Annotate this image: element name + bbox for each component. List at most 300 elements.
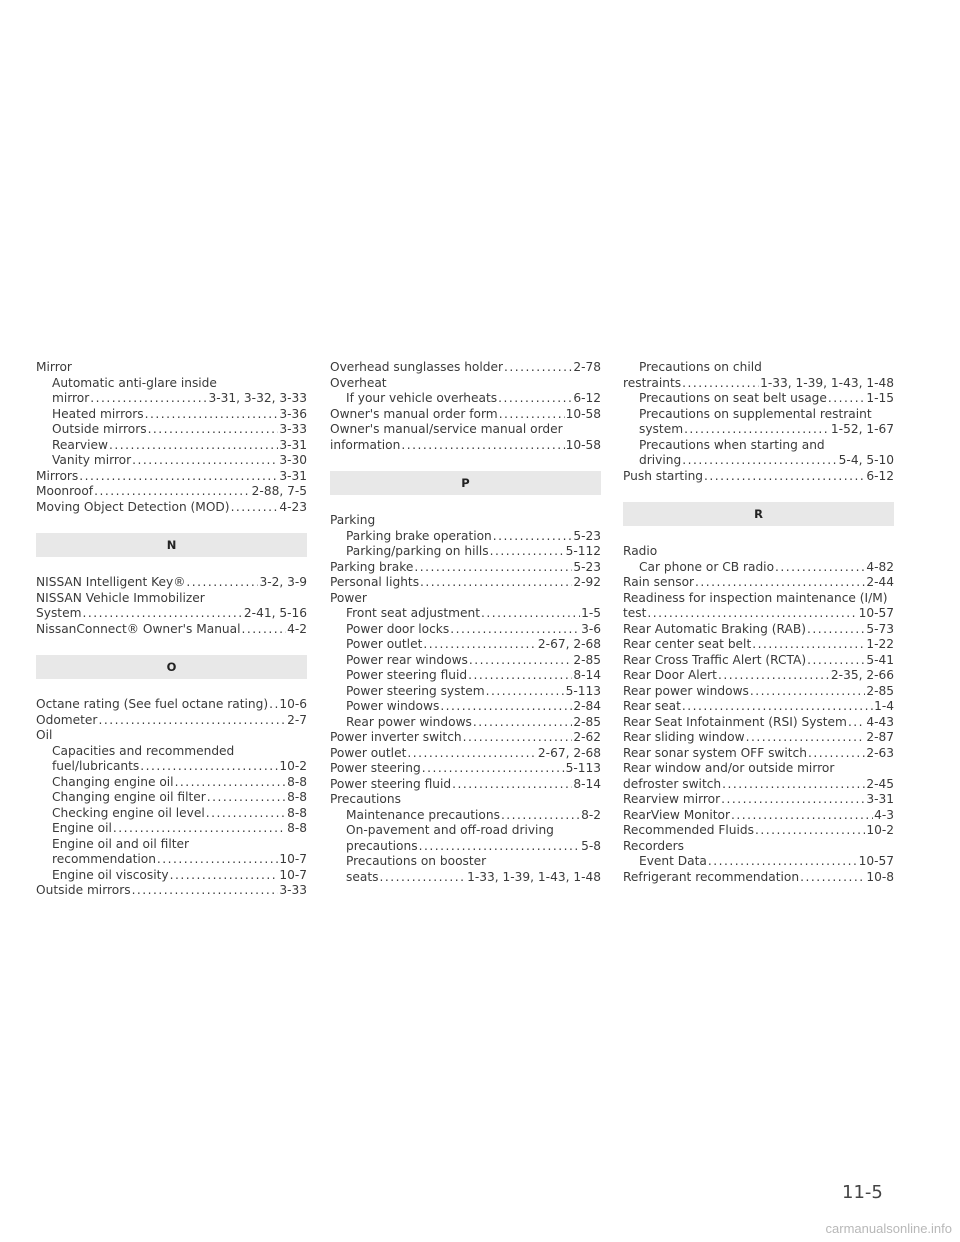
index-entry <box>623 699 894 715</box>
index-entry-text: Front seat adjustment <box>346 606 480 620</box>
index-entry-text: Owner's manual/service manual order <box>330 422 563 436</box>
index-entry-text: Precautions on child <box>639 360 762 374</box>
dot-leader <box>493 529 573 545</box>
index-entry-page: 6-12 <box>573 391 601 405</box>
index-entry-text: Radio <box>623 544 658 558</box>
index-entry <box>330 668 601 684</box>
dot-leader <box>718 668 830 684</box>
index-entry-page: 2-67, 2-68 <box>537 637 601 651</box>
dot-leader <box>231 500 279 516</box>
dot-leader <box>473 715 572 731</box>
dot-leader <box>775 560 865 576</box>
dot-leader <box>148 422 279 438</box>
index-entry <box>330 746 601 762</box>
dot-leader <box>704 469 865 485</box>
index-entry-page: 5-4, 5-10 <box>838 453 894 467</box>
dot-leader <box>490 544 565 560</box>
index-entry <box>36 868 307 884</box>
index-entry-page: 5-112 <box>565 544 601 558</box>
index-entry-text: Push starting <box>623 468 704 483</box>
index-entry <box>36 575 307 591</box>
index-entry <box>36 713 307 729</box>
dot-leader <box>498 391 572 407</box>
index-entry <box>36 775 307 791</box>
index-column-2 <box>330 360 601 885</box>
index-column-3 <box>623 360 894 885</box>
index-entry-page: 2-44 <box>866 575 894 589</box>
dot-leader <box>140 759 278 775</box>
dot-leader <box>848 715 865 731</box>
index-entry-page: 3-31 <box>279 468 307 483</box>
index-entry-text: Power windows <box>346 699 440 713</box>
index-entry-text: Owner's manual order form <box>330 406 498 421</box>
index-entry-page: 1-52, 1-67 <box>830 422 894 436</box>
index-entry-text: recommendation <box>52 852 156 866</box>
index-entry-page: 3-33 <box>279 422 307 436</box>
index-entry-text: Power steering <box>330 761 421 775</box>
index-entry <box>36 469 307 485</box>
dot-leader <box>807 622 865 638</box>
dot-leader <box>379 870 466 886</box>
index-entry <box>330 529 601 545</box>
dot-leader <box>186 575 258 591</box>
dot-leader <box>722 777 865 793</box>
index-entry-page: 5-41 <box>866 652 894 667</box>
index-entry-page: 10-58 <box>565 406 601 421</box>
index-entry <box>623 854 894 870</box>
index-entry-page: 1-4 <box>874 699 894 713</box>
index-entry-text: RearView Monitor <box>623 807 731 822</box>
index-entry-text: On-pavement and off-road driving <box>346 823 554 837</box>
index-entry-text: Engine oil <box>52 821 112 835</box>
dot-leader <box>175 775 287 791</box>
index-entry-text: Engine oil and oil filter <box>52 836 190 851</box>
index-entry-text: restraints <box>623 375 682 390</box>
index-entry-text: Octane rating (See fuel octane rating) <box>36 697 269 711</box>
dot-leader <box>828 391 865 407</box>
index-entry <box>330 761 601 777</box>
section-letter-header: R <box>623 502 894 526</box>
index-entry-page: 2-78 <box>573 360 601 374</box>
index-entry <box>36 376 307 392</box>
index-entry-text: Oil <box>36 728 53 742</box>
index-entry-page: 5-113 <box>565 683 601 698</box>
index-entry-text: Maintenance precautions <box>346 807 500 822</box>
index-entry <box>36 883 307 899</box>
index-entry-text: Rear window and/or outside mirror <box>623 761 835 775</box>
index-entry-text: seats <box>346 869 379 884</box>
index-entry <box>330 513 601 529</box>
index-entry <box>623 746 894 762</box>
index-entry <box>623 792 894 808</box>
index-entry <box>623 761 894 777</box>
dot-leader <box>98 713 286 729</box>
index-entry <box>623 839 894 855</box>
index-entry <box>36 697 307 713</box>
dot-leader <box>752 637 865 653</box>
index-entry-page: 10-6 <box>279 697 307 711</box>
index-entry-text: Rear center seat belt <box>623 637 752 651</box>
dot-leader <box>113 821 286 837</box>
index-entry-text: Engine oil viscosity <box>52 867 169 882</box>
index-entry-text: Recorders <box>623 838 684 853</box>
dot-leader <box>90 391 207 407</box>
dot-leader <box>682 453 837 469</box>
index-entry-text: NissanConnect® Owner's Manual <box>36 621 241 636</box>
index-entry <box>623 360 894 376</box>
dot-leader <box>157 852 278 868</box>
index-entry-text: Power steering system <box>346 683 485 698</box>
index-entry-page: 2-88, 7-5 <box>251 484 307 498</box>
index-entry-page: 5-113 <box>565 761 601 775</box>
index-entry <box>623 453 894 469</box>
index-entry-text: Power steering fluid <box>330 776 452 791</box>
index-entry <box>36 591 307 607</box>
index-entry-text: Mirrors <box>36 468 79 483</box>
index-entry-text: Power door locks <box>346 621 450 636</box>
index-entry <box>330 422 601 438</box>
index-entry <box>330 622 601 638</box>
index-entry-text: Precautions <box>330 792 401 806</box>
dot-leader <box>422 761 565 777</box>
index-entry-text: Heated mirrors <box>52 406 144 421</box>
dot-leader <box>423 637 537 653</box>
index-entry-text: Rearview <box>52 437 108 452</box>
index-entry-text: Precautions on supplemental restraint <box>639 406 872 421</box>
dot-leader <box>684 422 830 438</box>
index-entry-page: 8-14 <box>573 776 601 791</box>
index-entry-page: 3-6 <box>581 621 601 636</box>
index-entry <box>36 438 307 454</box>
index-entry <box>623 730 894 746</box>
index-entry-text: Parking brake <box>330 559 414 574</box>
index-entry-text: Rear sonar system OFF switch <box>623 745 807 760</box>
index-entry-page: 5-73 <box>866 621 894 636</box>
index-entry-text: Outside mirrors <box>36 883 131 897</box>
index-entry <box>330 870 601 886</box>
index-entry-text: precautions <box>346 838 418 853</box>
dot-leader <box>94 484 251 500</box>
index-entry <box>623 668 894 684</box>
dot-leader <box>463 730 573 746</box>
section-letter-header: N <box>36 533 307 557</box>
dot-leader <box>504 360 572 376</box>
index-entry-page: 5-23 <box>573 559 601 574</box>
index-entry-page: 2-85 <box>573 714 601 729</box>
index-entry <box>330 606 601 622</box>
index-entry-page: 6-12 <box>866 468 894 483</box>
index-entry <box>623 591 894 607</box>
index-entry-page: 2-67, 2-68 <box>537 745 601 760</box>
dot-leader <box>414 560 572 576</box>
index-entry-text: Personal lights <box>330 575 420 589</box>
index-entry-page: 2-41, 5-16 <box>243 606 307 620</box>
dot-leader <box>450 622 580 638</box>
index-entry-text: System <box>36 606 82 620</box>
index-entry-page: 4-23 <box>279 499 307 514</box>
index-entry-page: 4-82 <box>866 559 894 574</box>
index-entry-text: Moving Object Detection (MOD) <box>36 499 230 514</box>
index-entry <box>330 391 601 407</box>
index-entry-page: 4-3 <box>874 807 894 822</box>
index-entry-page: 8-8 <box>287 790 307 804</box>
index-entry-text: Power outlet <box>330 745 407 760</box>
index-entry <box>36 744 307 760</box>
index-entry-text: system <box>639 422 684 436</box>
index-entry-page: 4-43 <box>866 714 894 729</box>
dot-leader <box>808 746 865 762</box>
index-entry <box>623 544 894 560</box>
index-entry-text: Precautions on seat belt usage <box>639 391 827 405</box>
index-entry-text: Recommended Fluids <box>623 823 754 837</box>
index-entry <box>330 730 601 746</box>
index-entry-page: 5-23 <box>573 528 601 543</box>
index-entry <box>330 360 601 376</box>
index-entry-page: 8-8 <box>287 805 307 820</box>
dot-leader <box>682 699 873 715</box>
index-entry-text: Overheat <box>330 375 387 390</box>
dot-leader <box>242 622 287 638</box>
index-entry <box>623 684 894 700</box>
index-entry <box>623 391 894 407</box>
dot-leader <box>82 606 242 622</box>
dot-leader <box>170 868 279 884</box>
index-entry <box>623 422 894 438</box>
dot-leader <box>682 376 759 392</box>
dot-leader <box>132 453 278 469</box>
index-entry-text: Rear Seat Infotainment (RSI) System <box>623 714 847 729</box>
dot-leader <box>420 575 572 591</box>
index-entry <box>330 560 601 576</box>
index-entry <box>330 684 601 700</box>
index-entry-page: 3-31 <box>866 792 894 806</box>
index-entry <box>36 606 307 622</box>
index-entry-text: Parking brake operation <box>346 528 492 543</box>
index-entry-page: 2-84 <box>573 699 601 713</box>
dot-leader <box>469 653 572 669</box>
index-entry-text: Power outlet <box>346 637 423 651</box>
index-entry-page: 3-31 <box>279 437 307 452</box>
index-entry-text: defroster switch <box>623 776 722 791</box>
dot-leader <box>207 790 286 806</box>
index-column-1 <box>36 360 307 899</box>
index-entry-text: Readiness for inspection maintenance (I/M) <box>623 590 888 605</box>
index-entry-text: Power inverter switch <box>330 730 462 744</box>
index-entry <box>330 575 601 591</box>
index-entry <box>330 407 601 423</box>
index-entry-text: Precautions on booster <box>346 854 487 868</box>
index-entry-text: NISSAN Intelligent Key® <box>36 575 186 589</box>
dot-leader <box>721 792 865 808</box>
index-entry <box>330 438 601 454</box>
index-entry-page: 1-33, 1-39, 1-43, 1-48 <box>467 869 601 884</box>
index-entry-text: Event Data <box>639 854 707 868</box>
index-entry-text: test <box>623 606 647 620</box>
watermark-text: carmanualsonline.info <box>825 1221 952 1236</box>
index-entry <box>623 637 894 653</box>
index-entry-page: 10-7 <box>279 852 307 866</box>
index-entry-text: information <box>330 437 401 452</box>
index-entry <box>623 438 894 454</box>
index-entry <box>36 391 307 407</box>
index-entry <box>330 808 601 824</box>
index-entry-text: Automatic anti-glare inside <box>52 375 217 390</box>
index-entry <box>330 777 601 793</box>
dot-leader <box>269 697 278 713</box>
index-entry <box>36 407 307 423</box>
index-entry <box>623 808 894 824</box>
page-number: 11-5 <box>842 1182 883 1203</box>
index-entry-page: 10-8 <box>866 869 894 884</box>
index-entry <box>623 622 894 638</box>
dot-leader <box>407 746 537 762</box>
index-entry-page: 5-8 <box>581 838 601 853</box>
index-entry <box>623 606 894 622</box>
index-entry-text: Parking/parking on hills <box>346 544 489 558</box>
index-entry-page: 2-63 <box>866 745 894 760</box>
index-entry-page: 2-92 <box>573 575 601 589</box>
index-entry <box>330 823 601 839</box>
index-entry <box>330 839 601 855</box>
index-entry <box>330 591 601 607</box>
dot-leader <box>206 806 286 822</box>
index-entry <box>36 622 307 638</box>
index-entry <box>36 484 307 500</box>
index-entry <box>623 407 894 423</box>
index-entry-page: 2-85 <box>866 683 894 698</box>
index-entry-text: Mirror <box>36 360 72 374</box>
index-entry-text: Rear power windows <box>346 714 472 729</box>
dot-leader <box>499 407 565 423</box>
index-entry-text: Rearview mirror <box>623 792 721 806</box>
index-entry-page: 1-5 <box>581 606 601 620</box>
dot-leader <box>486 684 565 700</box>
index-entry <box>330 792 601 808</box>
index-entry <box>330 854 601 870</box>
index-entry-page: 3-33 <box>279 883 307 897</box>
index-entry-text: Rear Door Alert <box>623 668 717 682</box>
dot-leader <box>79 469 278 485</box>
index-entry-page: 2-7 <box>287 712 307 727</box>
index-entry-page: 1-33, 1-39, 1-43, 1-48 <box>760 375 894 390</box>
index-entry-page: 8-8 <box>287 821 307 835</box>
index-entry-text: Rear sliding window <box>623 730 745 744</box>
index-entry-text: Capacities and recommended <box>52 743 235 758</box>
dot-leader <box>419 839 581 855</box>
index-entry <box>623 777 894 793</box>
index-entry-text: Odometer <box>36 712 98 727</box>
index-entry <box>36 806 307 822</box>
index-entry-page: 3-30 <box>279 453 307 467</box>
dot-leader <box>440 699 572 715</box>
index-entry <box>36 852 307 868</box>
index-entry <box>623 575 894 591</box>
index-entry-text: Moonroof <box>36 484 94 498</box>
index-entry-page: 2-45 <box>866 776 894 791</box>
index-entry-text: Checking engine oil level <box>52 805 205 820</box>
index-entry-page: 2-85 <box>573 652 601 667</box>
index-entry-text: Precautions when starting and <box>639 437 825 452</box>
index-entry-page: 1-15 <box>866 391 894 405</box>
index-entry-page: 3-36 <box>279 406 307 421</box>
dot-leader <box>109 438 278 454</box>
index-entry-page: 3-31, 3-32, 3-33 <box>208 391 307 405</box>
dot-leader <box>708 854 858 870</box>
index-entry <box>623 823 894 839</box>
index-entry-text: Overhead sunglasses holder <box>330 360 504 374</box>
index-entry <box>36 728 307 744</box>
index-entry <box>330 376 601 392</box>
index-entry <box>623 715 894 731</box>
index-entry <box>36 821 307 837</box>
index-entry-page: 4-2 <box>287 621 307 636</box>
index-entry-page: 1-22 <box>866 637 894 651</box>
dot-leader <box>132 883 279 899</box>
index-entry-text: Car phone or CB radio <box>639 559 775 574</box>
dot-leader <box>145 407 279 423</box>
index-entry <box>36 453 307 469</box>
index-entry <box>36 422 307 438</box>
index-entry-text: driving <box>639 453 682 467</box>
index-entry-page: 10-2 <box>279 759 307 773</box>
index-entry <box>36 500 307 516</box>
section-letter-header: O <box>36 655 307 679</box>
index-entry <box>36 759 307 775</box>
index-entry-text: Rear Cross Traffic Alert (RCTA) <box>623 652 807 667</box>
index-entry-page: 8-2 <box>581 807 601 822</box>
dot-leader <box>800 870 865 886</box>
index-entry-page: 10-7 <box>279 867 307 882</box>
dot-leader <box>746 730 866 746</box>
index-entry-text: Rain sensor <box>623 575 695 589</box>
index-entry-text: Changing engine oil filter <box>52 790 206 804</box>
index-entry-text: Power rear windows <box>346 652 468 667</box>
index-entry <box>623 653 894 669</box>
dot-leader <box>750 684 865 700</box>
dot-leader <box>481 606 580 622</box>
index-entry-page: 10-58 <box>565 437 601 452</box>
index-entry <box>623 469 894 485</box>
dot-leader <box>731 808 873 824</box>
index-entry-page: 3-2, 3-9 <box>259 575 307 589</box>
index-entry-text: Rear power windows <box>623 683 749 698</box>
dot-leader <box>401 438 564 454</box>
index-entry-text: Power steering fluid <box>346 668 468 682</box>
index-entry-text: Parking <box>330 513 376 527</box>
index-entry-page: 8-8 <box>287 774 307 789</box>
index-entry-text: Refrigerant recommendation <box>623 869 800 884</box>
index-entry-page: 2-62 <box>573 730 601 744</box>
index-entry-text: Vanity mirror <box>52 453 132 467</box>
index-entry <box>36 790 307 806</box>
index-entry-page: 2-87 <box>866 730 894 744</box>
index-entry-text: Rear Automatic Braking (RAB) <box>623 621 806 636</box>
index-entry-page: 2-35, 2-66 <box>830 668 894 682</box>
index-entry-text: NISSAN Vehicle Immobilizer <box>36 590 205 605</box>
index-entry <box>36 837 307 853</box>
index-entry <box>623 560 894 576</box>
index-entry-page: 10-57 <box>858 854 894 868</box>
index-entry-page: 10-57 <box>858 606 894 620</box>
index-entry-text: Power <box>330 590 367 605</box>
index-entry-text: Changing engine oil <box>52 774 174 789</box>
index-entry-text: mirror <box>52 391 90 405</box>
index-entry-page: 10-2 <box>866 823 894 837</box>
dot-leader <box>501 808 580 824</box>
dot-leader <box>755 823 865 839</box>
index-entry <box>623 376 894 392</box>
index-entry <box>330 653 601 669</box>
